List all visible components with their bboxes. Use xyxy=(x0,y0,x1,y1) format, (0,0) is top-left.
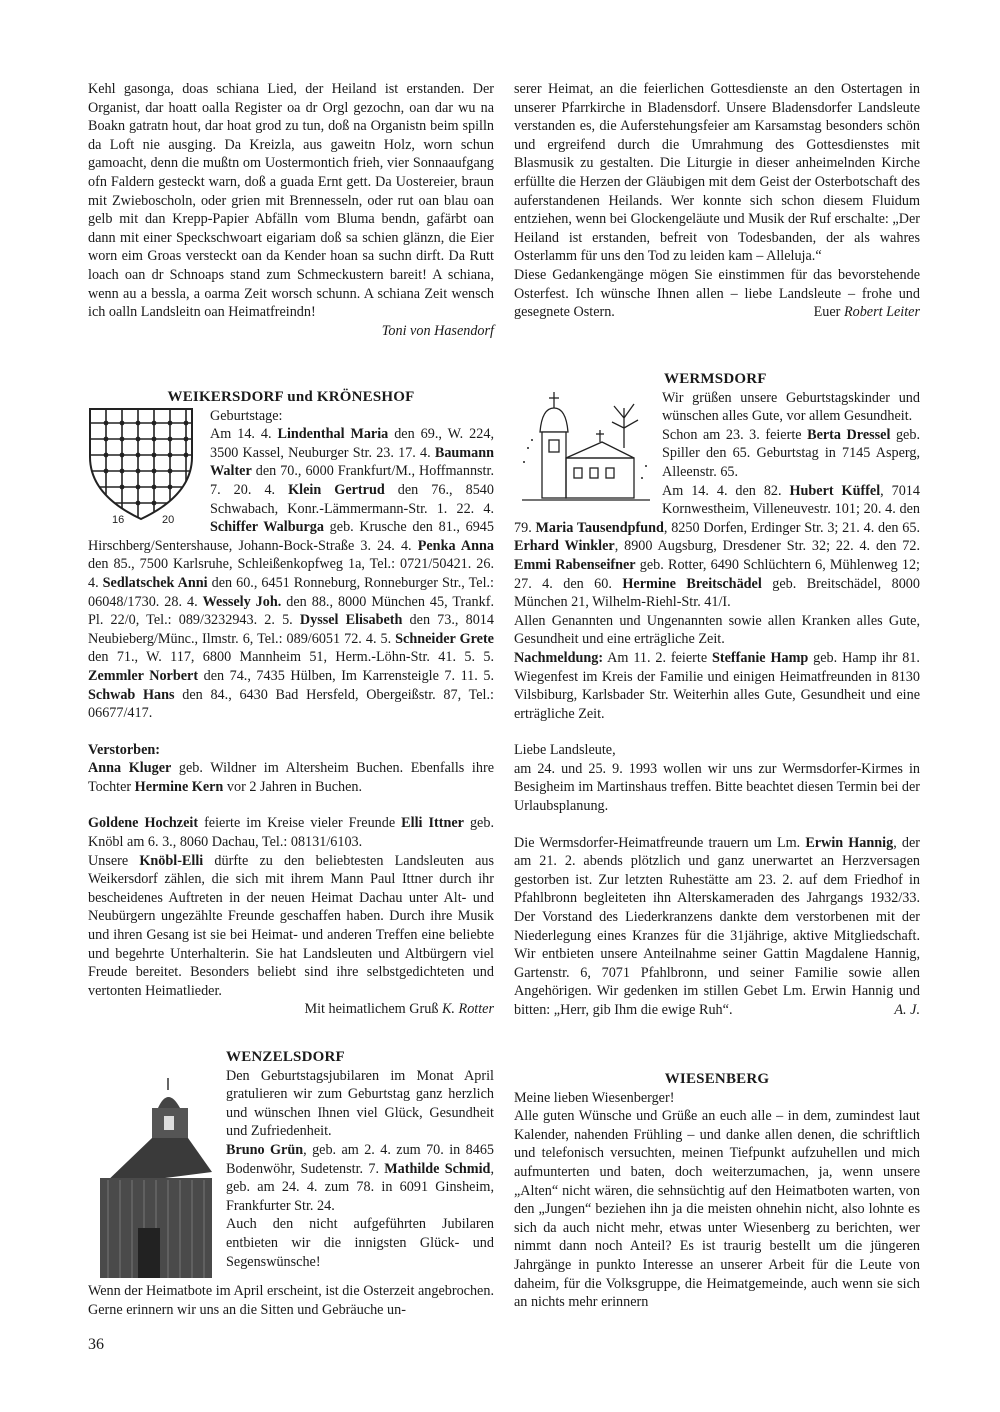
obituary-signature: A. J. xyxy=(894,1002,920,1018)
wermsdorf-berta: Schon am 23. 3. feierte Berta Dressel geb. Spiller den 65. Geburtstag in 7145 Asperg, Alleenstr. 65. xyxy=(662,426,920,480)
section-wenzelsdorf xyxy=(88,1048,494,1319)
wermsdorf-wishes: Allen Genannten und Ungenannten sowie allen Kranken alles Gute, Gesundheit und eine erträgliche Zeit. xyxy=(514,612,920,648)
chapel-photo xyxy=(88,1068,214,1280)
section-weikersdorf xyxy=(88,388,494,1019)
left-column xyxy=(88,80,494,340)
deceased-text: Anna Kluger geb. Wildner im Altersheim Buchen. Ebenfalls ihre Tochter Hermine Kern vor 2 Jahren in Buchen. xyxy=(88,760,494,795)
kirmes-text: am 24. und 25. 9. 1993 wollen wir uns zur Wermsdorfer-Kirmes in Besigheim im Martinshaus treffen. Bitte beachtet diesen Termin bei der Urlaubsplanung. xyxy=(514,760,920,815)
section-heading-wenzelsdorf: WENZELSDORF xyxy=(226,1049,345,1065)
dialect-paragraph: Kehl gasonga, doas schiana Lied, der Heiland ist erstanden. Der Organist, dar hoatt oalla Register oa dr Orgl gezochn, oan dar wu na Boakn gatratn hout, dar hoat grod zu tun, doß na Organistn beim spilln da Loft nie ausging. Da Kreizla, aus gaweitn Holz, worn schun gamoacht, denn die mußtn om Uostermontich frieh, vier Sonnaaufgang ofn Faldern gesteckt warn, doß a guada Ernt gett. Da Uostereier, braun mit Zwieboscholn, oder grien mit Brennesseln, oder rut oan blau oan gelb mit dan Krepp-Papier Abfälln vom Bluma bendn, gafärbt oan dann mit einer Speckschwoart eigariam doß sa schien glänzn, die Eier worn eim Groas versteckt oan da Kender hoan sa suchn dirft. Da Rutt loach oan dr Schnoaps stand zum Schmeckustern bareit! A schiana, wenn au a bessla, a oarma Zeit worsch schunn. A schiana Zeit wensch ich oalln Landsleitn oan Heimatfreindn! xyxy=(88,81,494,321)
birthday-intro: Geburtstage: xyxy=(210,407,283,424)
section-heading-wermsdorf: WERMSDORF xyxy=(664,371,767,387)
dialect-signature: Toni von Hasendorf xyxy=(381,322,494,339)
birthday-list: Am 14. 4. Lindenthal Maria den 69., W. 224, 3500 Kassel, Neuburger Str. 23. 17. 4. Baumann Walter den 70., 6000 Frankfurt/M., Hoffmannstr. 7. 20. 4. Klein Gertrud den 76., 8540 Schwabach, Konr.-Lämmermann-Str. 1. 22. 4. Schiffer Walburga geb. Krusche den 81., 6945 Hirschberg/Sentershause, Johann-Bock-Straße 3. 24. 4. Penka Anna den 85., 7500 Karlsruhe, Schleißenkopfweg 1a, Tel.: 0721/50421. 26. 4. Sedlatschek Anni den 60., 6451 Ronneburg, Ronneburger Str., Tel.: 06048/1730. 28. 4. Wessely Joh. den 88., 8000 München 45, Trankf. Pl. 22/0, Tel.: 089/3232943. 2. 5. Dyssel Elisabeth den 73., 8014 Neubieberg/Münc., Ilmstr. 6, Tel.: 089/6051 72. 4. 5. Schneider Grete den 71., W. 117, 6800 Mannheim 51, Herm.-Löhn-Str. 41. 5. 5. Zemmler Norbert den 74., 7435 Hülben, Im Karrensteigle 7. 11. 5. Schwab Hans den 84., 6430 Bad Hersfeld, Obergeißstr. 87, Tel.: 06677/417. xyxy=(88,426,494,722)
wiesenberg-text: Alle guten Wünsche und Grüße an euch alle – in dem, zumindest laut Kalender, nahenden Frühling – und danke allen denen, die schriftlich und telefonisch versuchten, meinen Tiefpunkt aufzuhellen und mich aufmunterten und baten, doch weiterzumachen, ja, wenn unsere „Alten“ nicht wären, die sehnsüchtig auf den Heimatboten warten, von den „Jungen“ beziehen ihn ja die meisten ohnehin nicht, also lohnte es sich da auch nicht mehr, etwas unter Wiesenberg zu berichten, wer nimmt dann noch Anteil? Es ist traurig bestellt um die jüngeren Jahrgänge in punkto Interesse an unserer Arbeit für die Leute von daheim, für die Volksgruppe, die Heimatgemeinde, auch wenn sie sich an nichts mehr erinnern xyxy=(514,1108,920,1311)
wenzelsdorf-wishes: Auch den nicht aufgeführten Jubilaren entbieten wir die innigsten Glück- und Segenswünsche! xyxy=(226,1216,494,1270)
wenzelsdorf-birthdays: Bruno Grün, geb. am 2. 4. zum 70. in 8465 Bodenwöhr, Sudetenstr. 7. Mathilde Schmid, geb. am 24. 4. zum 78. in 6091 Ginsheim, Frankfurter Str. 24. xyxy=(226,1141,495,1214)
page-number: 36 xyxy=(88,1336,104,1353)
section-heading-weikersdorf: WEIKERSDORF und KRÖNESHOF xyxy=(167,389,415,405)
closing-greeting: Mit heimatlichem Gruß K. Rotter xyxy=(304,1001,494,1018)
right-column xyxy=(514,80,920,322)
coat-of-arms-crest xyxy=(88,407,198,525)
easter-memory-paragraph: serer Heimat, an die feierlichen Gottesdienste an den Ostertagen in unserer Pfarrkirche in Bladensdorf. Unsere Bladensdorfer Landsleute verstanden es, die Auferstehungsfeier am Karsamstag besonders schön und ergreifend durch die Umrahmung des Gottesdienstes mit Blasmusik zu gestalten. Die Liturgie in dieser anheimelnden Kirche erfüllte die Herzen der Gläubigen mit dem Geist der Osterbotschaft des auferstandenen Heilands. Wer konnte sich schon diesem Fluidum entziehen, wenn bei Glockengeläute und Musik der Ruf erschalte: „Der Heiland ist erstanden, befreit von Todesbanden, der als wahres Osterlamm für uns den Tod zu leiden kam – Alleluja.“ xyxy=(514,81,920,265)
crest-icon xyxy=(88,407,198,525)
easter-signature: Euer Robert Leiter xyxy=(813,304,920,321)
chapel-icon xyxy=(88,1068,214,1280)
wenzelsdorf-intro: Den Geburtstagsjubilaren im Monat April gratulieren wir zum Geburtstag ganz herzlich und wünschen Ihnen viel Glück, Gesundheit und Zufriedenheit. xyxy=(226,1067,494,1140)
easter-wishes-paragraph: Diese Gedankengänge mögen Sie einstimmen für das bevorstehende Osterfest. Ich wünsche Ihnen allen – liebe Landsleute – frohe und gesegnete Ostern. xyxy=(514,266,920,321)
section-wermsdorf xyxy=(514,370,920,1020)
wermsdorf-late-report: Nachmeldung: Am 11. 2. feierte Steffanie Hamp geb. Hamp ihr 81. Wiegenfest im Kreis der Familie und einigen Heimatfreunden in 8130 Vilsbiburg, Karlsbader Str. Weiterhin alles Gute, Gesundheit und eine erträgliche Zeit. xyxy=(514,649,920,722)
wermsdorf-birthdays: Am 14. 4. den 82. Hubert Küffel, 7014 Kornwestheim, Villeneuvestr. 101; 20. 4. den 79. Maria Tausendpfund, 8250 Dorfen, Erdinger Str. 3; 21. 4. den 65. Erhard Winkler, 8900 Augsburg, Dresdener Str. 32; 22. 4. den 72. Emmi Rabenseifner geb. Rotter, 6490 Schlüchtern 6, Mühlenweg 12; 27. 4. den 60. Hermine Breitschädel geb. Breitschädel, 8000 München 21, Wilhelm-Riehl-Str. 41/I. xyxy=(514,482,921,611)
wiesenberg-greeting: Meine lieben Wiesenberger! xyxy=(514,1089,675,1106)
crest-year-left: 16 xyxy=(112,513,125,525)
section-wiesenberg xyxy=(514,1070,920,1312)
obituary-hannig: Die Wermsdorfer-Heimatfreunde trauern um Lm. Erwin Hannig, der am 21. 2. abends plötzlich und ganz unerwartet an Herzversagen gestorben ist. Zur letzten Ruhestätte am 23. 2. auf dem Friedhof in Pfahlbronn begleiteten ihn Alterskameraden des Jahrgangs 1932/33. Der Vorstand des Liederkranzens dankte dem verstorbenen mit der Niederlegung eines Kranzes für die 31jährige, aktive Mitgliedschaft. Wir entbieten unsere Anteilnahme seiner Gattin Magdalene Hannig, Gartenstr. 6, 7071 Pfahlbronn, und seiner Familie sowie allen Angehörigen. Wir gedenken im stillen Gebet Lm. Erwin Hannig und bitten: „Herr, gib Ihm die ewige Ruh“. xyxy=(514,834,920,1018)
wenzelsdorf-easter: Wenn der Heimatbote im April erscheint, ist die Osterzeit angebrochen. Gerne erinnern wir uns an die Sitten und Gebräuche un- xyxy=(88,1283,494,1318)
kirmes-greeting: Liebe Landsleute, xyxy=(514,742,616,759)
wermsdorf-greeting: Wir grüßen unsere Geburtstagskinder und wünschen alles Gute, vor allem Gesundheit. xyxy=(662,389,920,425)
section-heading-wiesenberg: WIESENBERG xyxy=(664,1071,770,1087)
golden-wedding: Goldene Hochzeit feierte im Kreise vieler Freunde Elli Ittner geb. Knöbl am 6. 3., 8060 Dachau, Tel.: 08131/6103. xyxy=(88,815,494,851)
deceased-heading: Verstorben: xyxy=(88,741,160,758)
crest-year-right: 20 xyxy=(162,513,175,525)
church-icon xyxy=(514,378,654,506)
church-drawing xyxy=(514,378,654,506)
knoebl-paragraph: Unsere Knöbl-Elli dürfte zu den beliebtesten Landsleuten aus Weikersdorf zählen, die sich mit ihrem Mann Paul Ittner durch ihr bescheidenes Auftreten in der neuen Heimat Dachau unter Alt- und Neubürgern ungezählte Freunde geschaffen haben. Durch ihre Musik und ihren Gesang ist sie bei Heimat- und anderen Treffen eine beliebte und begehrte Unterhalterin. Sie hat Landsleuten und Altbürgern viel Freude bereitet. Besonders beliebt sind ihre selbstgedichteten und vertonten Heimatlieder. xyxy=(88,852,494,999)
